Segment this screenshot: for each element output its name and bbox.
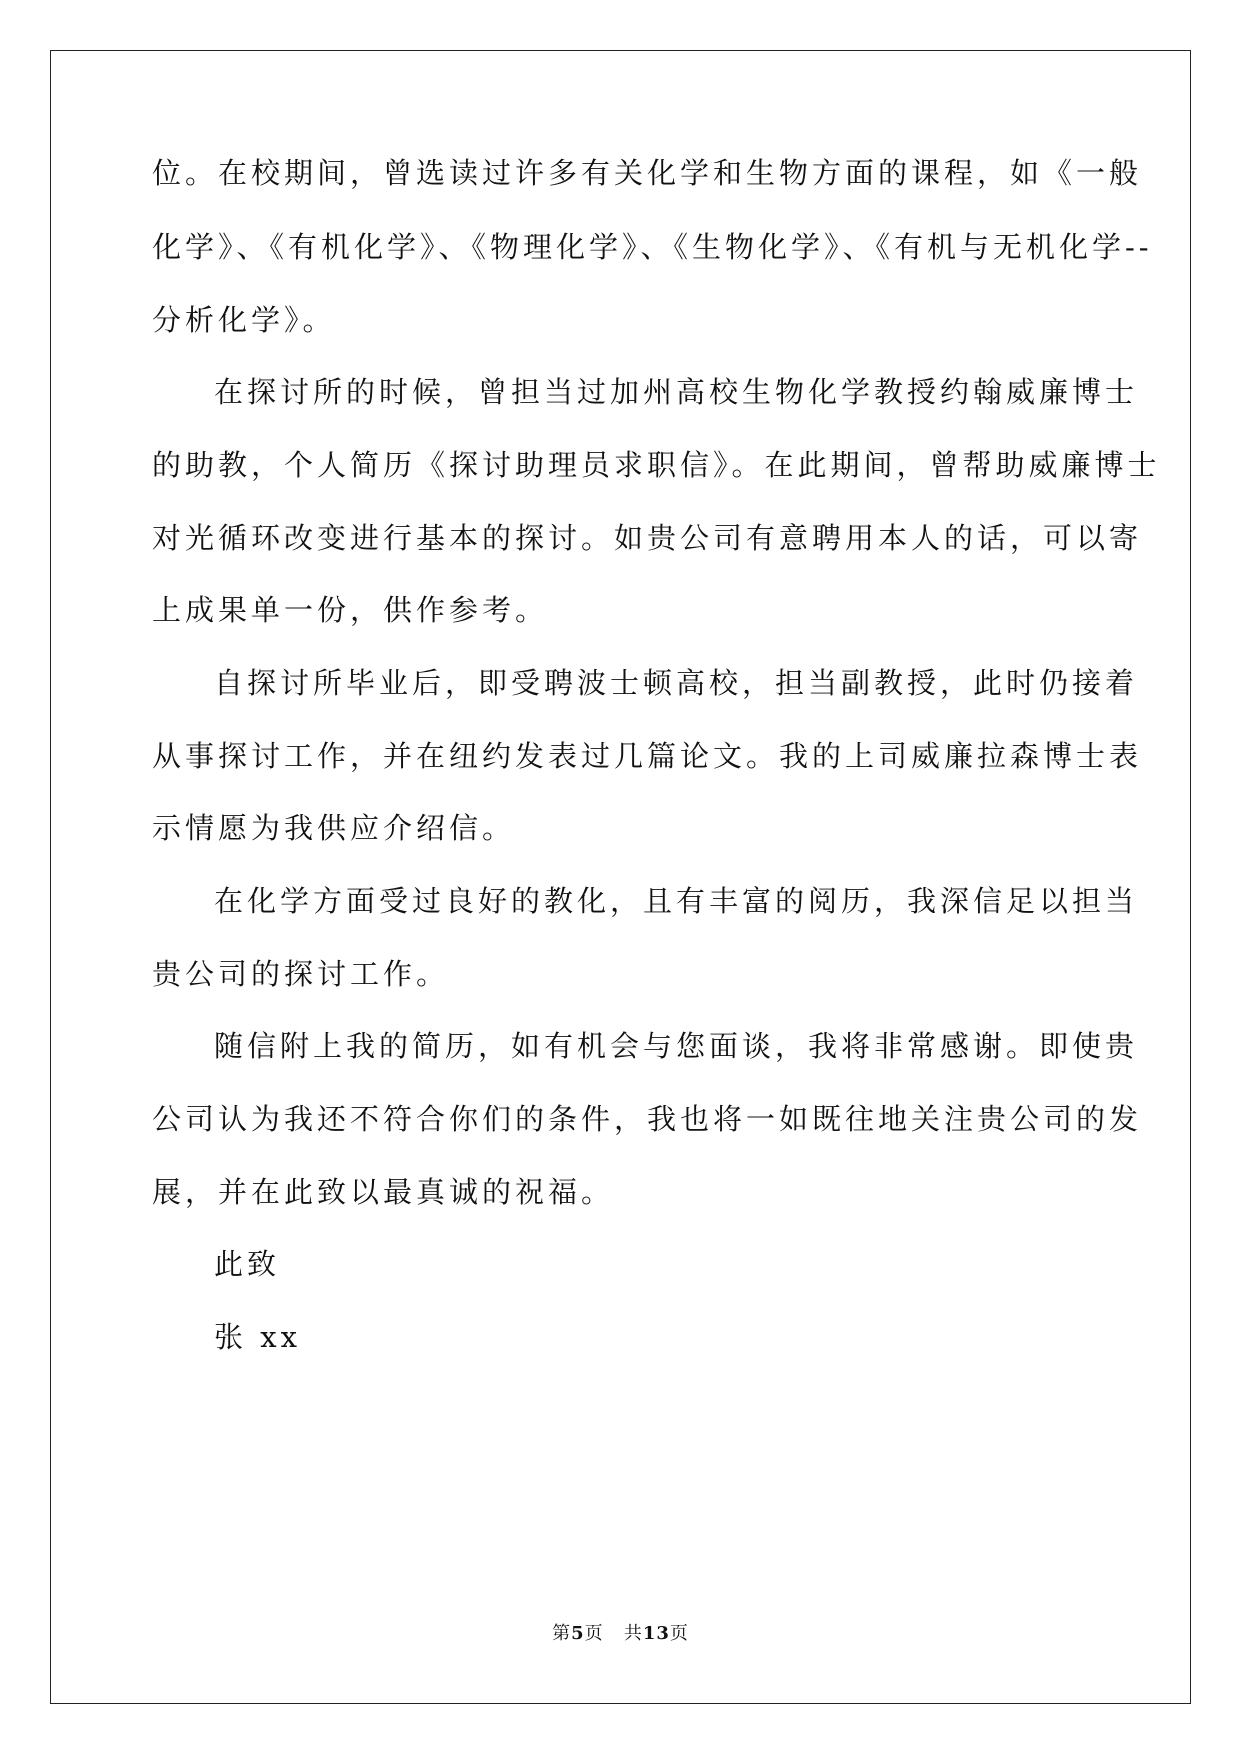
page-footer: [0, 1622, 1241, 1646]
body-line: 贵公司的探讨工作。: [152, 957, 450, 991]
body-line: 公司认为我还不符合你们的条件，我也将一如既往地关注贵公司的发: [152, 1102, 1143, 1136]
page-suffix: 页: [584, 1623, 604, 1644]
body-line: 位。在校期间，曾选读过许多有关化学和生物方面的课程，如《一般: [152, 156, 1143, 190]
total-suffix: 页: [669, 1623, 689, 1644]
body-line: 从事探讨工作，并在纽约发表过几篇论文。我的上司威廉拉森博士表: [152, 739, 1143, 773]
body-line: 自探讨所毕业后，即受聘波士顿高校，担当副教授，此时仍接着: [214, 666, 1139, 700]
body-line: 在探讨所的时候，曾担当过加州高校生物化学教授约翰威廉博士: [214, 375, 1139, 409]
page-prefix: 第: [552, 1623, 572, 1644]
total-prefix: 共: [623, 1623, 643, 1644]
body-line: 上成果单一份，供作参考。: [152, 593, 549, 627]
body-line: 分析化学》。: [152, 303, 336, 337]
body-line: 化学》、《有机化学》、《物理化学》、《生物化学》、《有机与无机化学--: [152, 230, 1153, 264]
closing-salutation: 此致: [214, 1247, 281, 1281]
body-line: 在化学方面受过良好的教化，且有丰富的阅历，我深信足以担当: [214, 884, 1139, 918]
page-number: 5: [571, 1623, 585, 1644]
body-line: 随信附上我的简历，如有机会与您面谈，我将非常感谢。即使贵: [214, 1029, 1139, 1063]
page-border: [50, 50, 1191, 1704]
body-line: 示情愿为我供应介绍信。: [152, 811, 516, 845]
signature-name: 张 xx: [214, 1320, 301, 1354]
body-line: 展，并在此致以最真诚的祝福。: [152, 1175, 615, 1209]
body-line: 的助教，个人简历《探讨助理员求职信》。在此期间，曾帮助威廉博士: [152, 448, 1161, 482]
body-line: 对光循环改变进行基本的探讨。如贵公司有意聘用本人的话，可以寄: [152, 521, 1143, 555]
total-pages: 13: [642, 1623, 670, 1644]
